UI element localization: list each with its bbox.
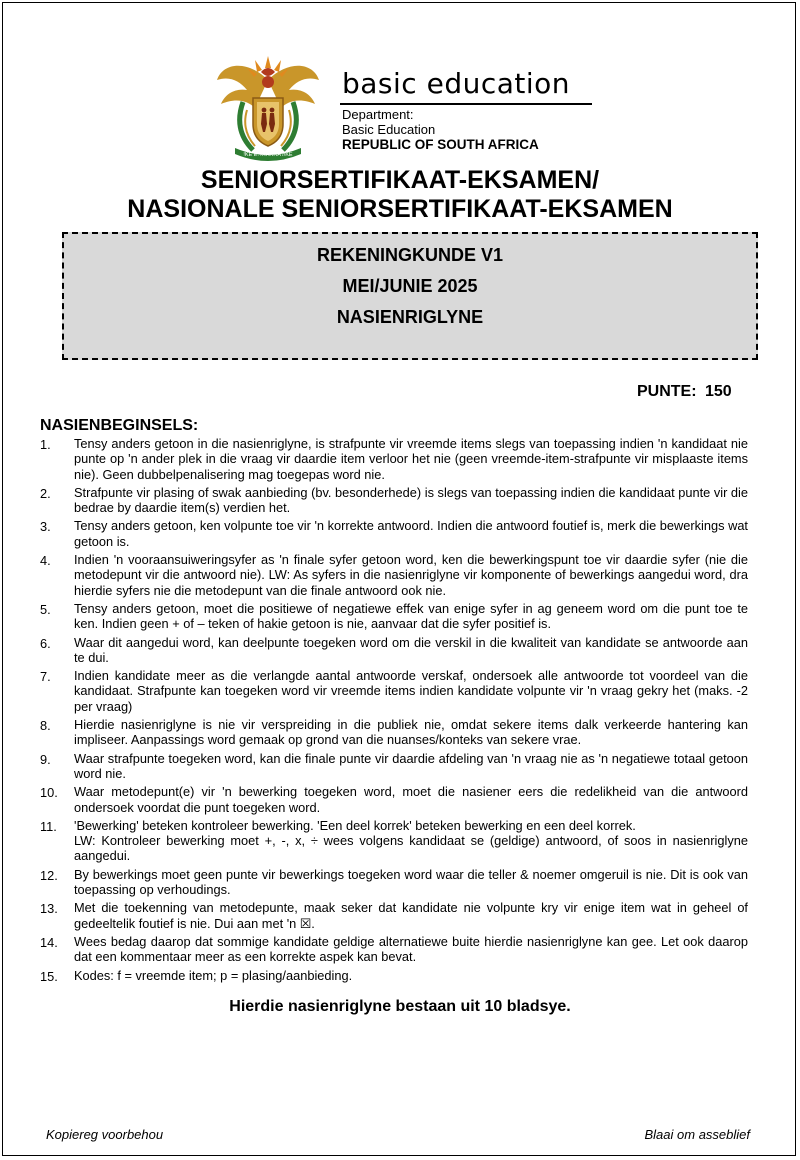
department-block <box>342 107 539 152</box>
principles-heading: NASIENBEGINSELS: <box>40 417 199 434</box>
principle-number: 1. <box>40 437 51 452</box>
principle-item <box>40 867 748 898</box>
principle-number: 5. <box>40 601 51 617</box>
principle-number: 12. <box>40 867 58 883</box>
principle-number: 6. <box>40 635 51 651</box>
principle-text: Waar dit aangedui word, kan deelpunte toegeken word om die verskil in die kwaliteit van kandidate se antwoorde aan te dui. <box>74 634 748 665</box>
principle-text: Indien kandidate meer as die verlangde aantal antwoorde verskaf, ondersoek alle antwoorde tot voordeel van die kandidaat. Strafpunte kan toegeken word vir vreemde items indien kandidate volpunte vir 'n vraag gekry het (maks. -2 per vraag) <box>74 668 748 714</box>
coat-of-arms-logo <box>213 50 323 162</box>
principle-text: Waar metodepunt(e) vir 'n bewerking toegeken word, moet die nasiener eers die redelikheid van die antwoord ondersoek voordat die punt toegeken word. <box>74 784 748 815</box>
principle-text: Waar strafpunte toegeken word, kan die finale punte vir daardie afdeling van 'n vraag nie as 'n negatiewe totaal getoon word nie. <box>74 750 748 781</box>
principle-number: 10. <box>40 785 58 801</box>
department-name: Basic Education <box>342 122 436 137</box>
principle-item <box>40 518 748 549</box>
principle-item <box>40 900 748 931</box>
principle-number: 2. <box>40 485 51 501</box>
principle-text: 'Bewerking' beteken kontroleer bewerking. 'Een deel korrek' beteken bewerking en een deel korrek. <box>74 817 636 833</box>
principle-text: Wees bedag daarop dat sommige kandidate geldige alternatiewe buite hierdie nasienriglyne kan gee. Let ook daarop dat een kommentaar meer as een korrekte aspek kan bevat. <box>74 933 748 965</box>
exam-session: MEI/JUNIE 2025 <box>342 276 478 296</box>
principle-item <box>40 784 748 815</box>
principle-text: By bewerkings moet geen punte vir bewerkings toegeken word waar die teller & noemer omgeruil is nie. Dit is ook van toepassing op verhoudings. <box>74 866 748 898</box>
principle-text: Hierdie nasienriglyne is nie vir verspreiding in die publiek nie, omdat sekere items dalk verkeerde hantering kan impliseer. Aanpassings word gemaak op grond van die nuanses/konteks van sekere vrae. <box>74 717 748 748</box>
subject-name: REKENINGKUNDE V1 <box>316 245 504 265</box>
principle-text: Tensy anders getoon in die nasienriglyne, is strafpunte vir vreemde items slegs van toepassing indien 'n kandidaat nie punte op 'n ander plek in die vraag vir daardie item verloor het nie (geen vreemde-item-strafpunte vir misplaaste items nie). Geen dubbelpenalisering mag toegepas word nie. <box>74 436 748 482</box>
principle-number: 7. <box>40 669 51 685</box>
principle-item <box>40 818 748 864</box>
principle-text: Met die toekenning van metodepunte, maak seker dat kandidate nie volpunte kry vir enige item wat in geheel of gedeeltelik foutief is nie. Dui aan met 'n ☒. <box>74 900 748 931</box>
page-count-note: Hierdie nasienriglyne bestaan uit 10 bladsye. <box>229 998 571 1015</box>
department-label: Department: <box>342 107 414 122</box>
country-name: REPUBLIC OF SOUTH AFRICA <box>342 137 539 152</box>
principle-text: Tensy anders getoon, moet die positiewe of negatiewe effek van enige syfer in ag geneem word om die punt toe te ken. Indien geen + of – teken of hakie getoon is nie, aanvaar dat die syfer positief is. <box>74 600 748 632</box>
principle-item <box>40 436 748 482</box>
principle-number: 11. <box>40 818 57 834</box>
principle-item <box>40 552 748 598</box>
exam-title <box>0 166 800 224</box>
principle-number: 14. <box>40 934 58 950</box>
principle-text: Indien 'n vooraansuiweringsyfer as 'n finale syfer getoon word, ken die bewerkingspunt toe vir daardie syfer (nie die metodepunt vir die antwoord nie). LW: As syfers in die nasienriglyne vir komponente of bewerkings aangedui word, dra hierdie syfers nie die metodepunt van die finale antwoord ook nie. <box>74 552 748 598</box>
principle-text: Tensy anders getoon, ken volpunte toe vir 'n korrekte antwoord. Indien die antwoord foutief is, merk die bewerkings wat getoon is. <box>74 518 748 549</box>
principle-number: 15. <box>40 968 58 984</box>
principle-number: 4. <box>40 553 51 569</box>
principle-text: Strafpunte vir plasing of swak aanbieding (bv. besonderhede) is slegs van toepassing indien die kandidaat punte vir die bedrae by daardie item(s) verdien het. <box>74 484 748 516</box>
principle-item <box>40 751 748 782</box>
subject-box <box>62 232 758 360</box>
principle-text: Kodes: f = vreemde item; p = plasing/aanbieding. <box>74 967 353 983</box>
brand-title: basic education <box>342 67 571 100</box>
principles-list <box>40 436 748 986</box>
principle-number: 9. <box>40 751 51 767</box>
turn-over-note: Blaai om asseblief <box>644 1127 750 1142</box>
svg-text:!KE E: /XARRA //KE: !KE E: /XARRA //KE <box>243 152 293 158</box>
document-type: NASIENRIGLYNE <box>336 307 484 327</box>
principle-number: 3. <box>40 519 51 535</box>
exam-title-line-1: SENIORSERTIFIKAAT-EKSAMEN/ <box>200 166 600 194</box>
principle-item <box>40 485 748 516</box>
exam-title-line-2: NASIONALE SENIORSERTIFIKAAT-EKSAMEN <box>127 195 673 223</box>
principle-item <box>40 968 748 983</box>
principle-item <box>40 635 748 666</box>
brand-divider <box>340 103 592 105</box>
principle-item <box>40 601 748 632</box>
principle-item <box>40 717 748 748</box>
principle-item <box>40 668 748 714</box>
principle-item <box>40 934 748 965</box>
copyright-notice: Kopiereg voorbehou <box>46 1127 164 1142</box>
principle-number: 13. <box>40 901 58 917</box>
total-marks: PUNTE: 150 <box>637 383 732 400</box>
principle-number: 8. <box>40 718 51 734</box>
principle-note: LW: Kontroleer bewerking moet +, -, x, ÷ wees volgens kandidaat se (geldige) antwoord, of soos in nasienriglyne aangedui. <box>74 833 748 864</box>
